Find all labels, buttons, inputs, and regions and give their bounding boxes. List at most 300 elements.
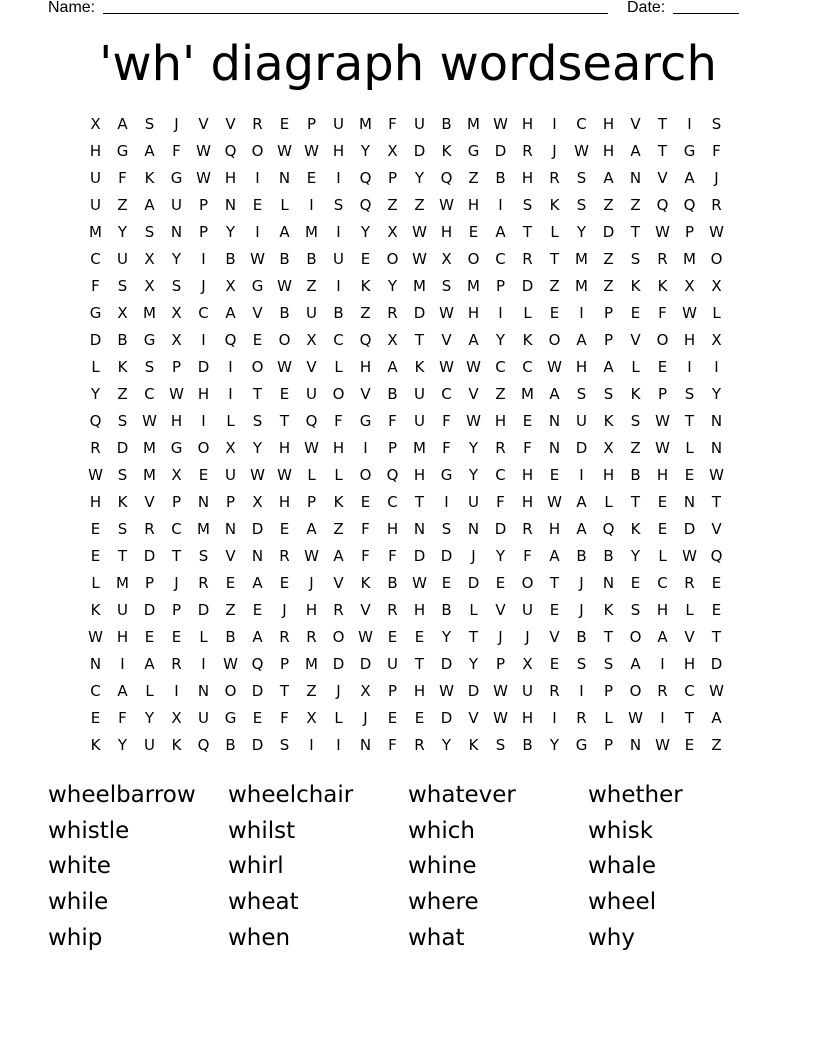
grid-cell: Q [386, 466, 399, 484]
grid-cell: A [252, 574, 263, 592]
grid-cell: W [250, 466, 265, 484]
grid-cell: K [468, 736, 479, 754]
grid-cell: N [413, 520, 426, 538]
grid-cell: X [684, 277, 695, 295]
grid-cell: Z [630, 439, 641, 457]
grid-cell: B [387, 385, 398, 403]
grid-cell: D [494, 520, 507, 538]
grid-cell: R [198, 574, 209, 592]
grid-cell: R [495, 439, 506, 457]
grid-cell: S [630, 250, 641, 268]
grid-cell: S [144, 115, 155, 133]
grid-cell: J [201, 277, 206, 295]
grid-cell: G [440, 466, 453, 484]
grid-cell: Y [225, 223, 236, 241]
grid-cell: P [144, 574, 155, 592]
grid-cell: V [306, 358, 317, 376]
grid-cell: U [576, 412, 587, 430]
grid-cell: E [495, 574, 506, 592]
grid-cell: S [495, 736, 506, 754]
grid-cell: G [143, 331, 156, 349]
grid-cell: A [117, 682, 128, 700]
grid-cell: E [252, 196, 263, 214]
grid-cell: H [521, 709, 534, 727]
grid-cell: Y [495, 331, 506, 349]
grid-cell: X [171, 331, 182, 349]
grid-cell: Q [359, 169, 372, 187]
grid-cell: B [576, 628, 587, 646]
grid-cell: B [441, 601, 452, 619]
grid-cell: N [683, 493, 696, 511]
grid-cell: T [117, 547, 128, 565]
grid-cell: F [442, 412, 451, 430]
grid-cell: Q [224, 331, 237, 349]
grid-cell: B [225, 628, 236, 646]
grid-cell: U [306, 385, 317, 403]
grid-cell: T [549, 250, 560, 268]
grid-cell: B [333, 304, 344, 322]
grid-cell: Y [360, 142, 371, 160]
grid-cell: G [170, 439, 183, 457]
grid-cell: D [575, 439, 588, 457]
grid-cell: F [118, 709, 127, 727]
grid-cell: K [360, 277, 371, 295]
grid-cell: W [196, 169, 211, 187]
grid-cell: S [522, 196, 533, 214]
grid-cell: W [547, 358, 562, 376]
grid-cell: V [225, 547, 236, 565]
grid-cell: C [576, 115, 587, 133]
grid-cell: W [412, 250, 427, 268]
grid-cell: E [360, 493, 371, 511]
grid-cell: L [550, 223, 559, 241]
grid-cell: L [685, 439, 694, 457]
grid-cell: R [522, 250, 533, 268]
grid-cell: Z [225, 601, 236, 619]
grid-cell: S [576, 196, 587, 214]
grid-cell: N [710, 412, 723, 430]
grid-cell: G [116, 142, 129, 160]
grid-cell: A [603, 358, 614, 376]
grid-cell: R [711, 196, 722, 214]
grid-cell: W [88, 466, 103, 484]
grid-cell: O [710, 250, 723, 268]
grid-cell: L [226, 412, 235, 430]
grid-cell: F [361, 520, 370, 538]
grid-cell: O [197, 439, 210, 457]
grid-cell: V [198, 115, 209, 133]
grid-cell: C [144, 385, 155, 403]
grid-cell: Y [387, 277, 398, 295]
grid-cell: A [468, 331, 479, 349]
grid-cell: O [467, 250, 480, 268]
grid-cell: B [279, 250, 290, 268]
grid-cell: H [656, 466, 669, 484]
grid-cell: D [143, 547, 156, 565]
grid-cell: X [603, 439, 614, 457]
grid-cell: D [251, 682, 264, 700]
word-list-item: whether [588, 782, 683, 808]
grid-cell: S [441, 277, 452, 295]
grid-cell: V [630, 115, 641, 133]
grid-cell: U [333, 115, 344, 133]
grid-cell: E [468, 223, 479, 241]
grid-cell: F [280, 709, 289, 727]
grid-cell: L [604, 709, 613, 727]
grid-cell: K [522, 331, 533, 349]
grid-cell: D [413, 142, 426, 160]
grid-cell: R [684, 574, 695, 592]
grid-cell: E [630, 304, 641, 322]
grid-cell: A [279, 223, 290, 241]
grid-cell: R [657, 250, 668, 268]
grid-cell: P [495, 655, 506, 673]
grid-cell: W [88, 628, 103, 646]
grid-cell: I [336, 277, 341, 295]
grid-cell: M [143, 466, 156, 484]
grid-cell: E [144, 628, 155, 646]
grid-cell: P [657, 385, 668, 403]
grid-cell: I [687, 115, 692, 133]
grid-cell: Y [468, 439, 479, 457]
grid-cell: Z [360, 304, 371, 322]
grid-cell: W [709, 466, 724, 484]
grid-cell: P [306, 115, 317, 133]
grid-cell: P [198, 223, 209, 241]
grid-cell: C [495, 358, 506, 376]
grid-cell: N [89, 655, 102, 673]
grid-cell: G [89, 304, 102, 322]
grid-cell: Q [251, 655, 264, 673]
grid-cell: U [414, 412, 425, 430]
grid-cell: S [576, 655, 587, 673]
grid-cell: P [387, 169, 398, 187]
grid-cell: B [306, 250, 317, 268]
grid-cell: Z [117, 196, 128, 214]
grid-cell: B [522, 736, 533, 754]
grid-cell: E [549, 304, 560, 322]
grid-cell: B [225, 250, 236, 268]
grid-cell: X [117, 304, 128, 322]
grid-cell: Y [441, 628, 452, 646]
grid-cell: P [603, 682, 614, 700]
grid-cell: O [332, 385, 345, 403]
grid-cell: R [576, 709, 587, 727]
grid-cell: R [279, 547, 290, 565]
grid-cell: T [468, 628, 479, 646]
grid-cell: I [228, 385, 233, 403]
word-list-item: whip [48, 924, 103, 951]
grid-cell: J [471, 547, 476, 565]
grid-cell: I [336, 736, 341, 754]
grid-cell: R [549, 169, 560, 187]
grid-cell: H [386, 520, 399, 538]
grid-cell: W [358, 628, 373, 646]
grid-cell: Z [414, 196, 425, 214]
grid-cell: M [143, 304, 156, 322]
grid-cell: E [414, 709, 425, 727]
grid-cell: H [278, 439, 291, 457]
grid-cell: L [469, 601, 478, 619]
grid-cell: Z [468, 169, 479, 187]
grid-cell: S [117, 520, 128, 538]
grid-cell: H [89, 142, 102, 160]
grid-cell: I [309, 196, 314, 214]
grid-cell: M [683, 250, 696, 268]
name-line[interactable] [103, 13, 608, 14]
grid-cell: K [630, 520, 641, 538]
grid-cell: A [495, 223, 506, 241]
grid-cell: M [116, 574, 129, 592]
grid-cell: B [495, 169, 506, 187]
grid-cell: E [657, 358, 668, 376]
grid-cell: I [660, 655, 665, 673]
grid-cell: L [91, 574, 100, 592]
grid-cell: E [711, 601, 722, 619]
grid-cell: K [117, 358, 128, 376]
grid-cell: P [225, 493, 236, 511]
grid-cell: O [332, 628, 345, 646]
grid-cell: U [198, 709, 209, 727]
grid-cell: G [251, 277, 264, 295]
grid-cell: L [631, 358, 640, 376]
grid-cell: I [201, 412, 206, 430]
grid-cell: K [441, 142, 452, 160]
grid-cell: W [304, 439, 319, 457]
grid-cell: E [387, 709, 398, 727]
grid-cell: C [441, 385, 452, 403]
grid-cell: V [252, 304, 263, 322]
grid-cell: Q [89, 412, 102, 430]
grid-cell: R [252, 115, 263, 133]
grid-cell: T [630, 223, 641, 241]
grid-cell: W [304, 547, 319, 565]
grid-cell: H [305, 601, 318, 619]
grid-cell: R [90, 439, 101, 457]
grid-cell: O [656, 331, 669, 349]
grid-cell: U [522, 601, 533, 619]
grid-cell: V [333, 574, 344, 592]
header [0, 0, 816, 19]
grid-cell: D [413, 304, 426, 322]
grid-cell: Q [683, 196, 696, 214]
grid-cell: H [683, 331, 696, 349]
grid-cell: S [603, 385, 614, 403]
grid-cell: U [90, 196, 101, 214]
grid-cell: E [657, 520, 668, 538]
grid-cell: D [197, 358, 210, 376]
grid-cell: B [630, 466, 641, 484]
grid-cell: W [277, 358, 292, 376]
grid-cell: M [413, 277, 426, 295]
grid-cell: E [279, 385, 290, 403]
grid-cell: F [388, 115, 397, 133]
grid-cell: W [439, 682, 454, 700]
grid-cell: C [90, 250, 101, 268]
grid-cell: S [279, 736, 290, 754]
grid-cell: S [441, 520, 452, 538]
word-list-item: whine [408, 853, 477, 880]
grid-cell: U [306, 304, 317, 322]
grid-cell: E [279, 574, 290, 592]
grid-cell: P [171, 601, 182, 619]
word-list-item: wheelchair [228, 782, 354, 808]
grid-cell: E [684, 466, 695, 484]
grid-cell: D [521, 277, 534, 295]
grid-cell: M [413, 439, 426, 457]
grid-cell: F [118, 169, 127, 187]
grid-cell: A [576, 331, 587, 349]
grid-cell: V [225, 115, 236, 133]
grid-cell: F [523, 547, 532, 565]
word-list-item: wheat [228, 889, 299, 916]
grid-cell: P [171, 358, 182, 376]
grid-cell: W [628, 709, 643, 727]
grid-cell: I [552, 115, 557, 133]
grid-cell: U [171, 196, 182, 214]
grid-cell: H [278, 493, 291, 511]
grid-cell: L [523, 304, 532, 322]
grid-cell: F [388, 412, 397, 430]
grid-cell: A [144, 655, 155, 673]
grid-cell: C [522, 358, 533, 376]
grid-cell: H [602, 142, 615, 160]
grid-cell: T [711, 628, 722, 646]
grid-cell: T [684, 709, 695, 727]
grid-cell: L [658, 547, 667, 565]
grid-cell: D [440, 547, 453, 565]
grid-cell: H [575, 358, 588, 376]
grid-cell: S [630, 412, 641, 430]
grid-cell: V [711, 520, 722, 538]
grid-cell: L [712, 304, 721, 322]
grid-cell: E [90, 547, 101, 565]
grid-cell: A [333, 547, 344, 565]
grid-cell: D [710, 655, 723, 673]
grid-cell: H [359, 358, 372, 376]
grid-cell: A [603, 169, 614, 187]
grid-cell: X [171, 709, 182, 727]
grid-cell: B [441, 115, 452, 133]
grid-cell: N [359, 736, 372, 754]
grid-cell: M [197, 520, 210, 538]
grid-cell: R [387, 601, 398, 619]
grid-cell: B [387, 574, 398, 592]
grid-cell: E [630, 574, 641, 592]
grid-cell: Z [603, 277, 614, 295]
grid-cell: Q [710, 547, 723, 565]
grid-cell: L [334, 709, 343, 727]
grid-cell: O [386, 250, 399, 268]
grid-cell: P [603, 331, 614, 349]
grid-cell: A [225, 304, 236, 322]
grid-cell: T [657, 115, 668, 133]
grid-cell: K [144, 169, 155, 187]
grid-cell: E [279, 115, 290, 133]
grid-cell: N [278, 169, 291, 187]
grid-cell: X [522, 655, 533, 673]
grid-cell: Y [468, 655, 479, 673]
grid-cell: T [630, 493, 641, 511]
grid-cell: W [439, 358, 454, 376]
grid-cell: X [252, 493, 263, 511]
grid-cell: L [604, 493, 613, 511]
grid-cell: H [413, 601, 426, 619]
grid-cell: F [334, 412, 343, 430]
grid-cell: H [170, 412, 183, 430]
grid-cell: N [467, 520, 480, 538]
grid-cell: P [198, 196, 209, 214]
word-list-item: while [48, 889, 109, 916]
grid-cell: E [90, 520, 101, 538]
grid-cell: V [684, 628, 695, 646]
grid-cell: Z [630, 196, 641, 214]
grid-cell: V [630, 331, 641, 349]
word-list-item: whirl [228, 853, 284, 880]
grid-cell: V [549, 628, 560, 646]
grid-cell: E [387, 628, 398, 646]
grid-cell: E [549, 655, 560, 673]
grid-cell: V [468, 385, 479, 403]
grid-cell: A [252, 628, 263, 646]
grid-cell: K [630, 385, 641, 403]
grid-cell: H [467, 196, 480, 214]
grid-cell: X [144, 250, 155, 268]
grid-cell: S [117, 466, 128, 484]
grid-cell: H [521, 115, 534, 133]
date-line[interactable] [673, 13, 739, 14]
grid-cell: M [143, 439, 156, 457]
grid-cell: G [683, 142, 696, 160]
name-label: Name: [48, 0, 96, 16]
grid-cell: D [440, 655, 453, 673]
grid-cell: W [169, 385, 184, 403]
grid-cell: W [709, 223, 724, 241]
grid-cell: J [714, 169, 719, 187]
grid-cell: W [655, 223, 670, 241]
grid-cell: J [552, 142, 557, 160]
grid-cell: D [251, 520, 264, 538]
grid-cell: W [412, 223, 427, 241]
grid-cell: X [225, 439, 236, 457]
grid-cell: N [629, 169, 642, 187]
grid-cell: W [493, 682, 508, 700]
grid-cell: H [494, 412, 507, 430]
grid-cell: O [548, 331, 561, 349]
grid-cell: R [522, 142, 533, 160]
grid-cell: J [525, 628, 530, 646]
grid-cell: E [252, 331, 263, 349]
grid-cell: A [630, 655, 641, 673]
grid-cell: S [576, 169, 587, 187]
grid-cell: H [224, 169, 237, 187]
grid-cell: E [171, 628, 182, 646]
grid-cell: I [498, 304, 503, 322]
grid-cell: F [361, 547, 370, 565]
grid-cell: E [225, 574, 236, 592]
grid-cell: L [199, 628, 208, 646]
grid-cell: T [414, 493, 425, 511]
grid-cell: F [388, 547, 397, 565]
grid-cell: K [414, 358, 425, 376]
grid-cell: Q [224, 142, 237, 160]
grid-cell: I [255, 223, 260, 241]
grid-cell: K [630, 277, 641, 295]
grid-cell: N [224, 520, 237, 538]
grid-cell: J [498, 628, 503, 646]
grid-cell: D [683, 520, 696, 538]
grid-cell: K [117, 493, 128, 511]
